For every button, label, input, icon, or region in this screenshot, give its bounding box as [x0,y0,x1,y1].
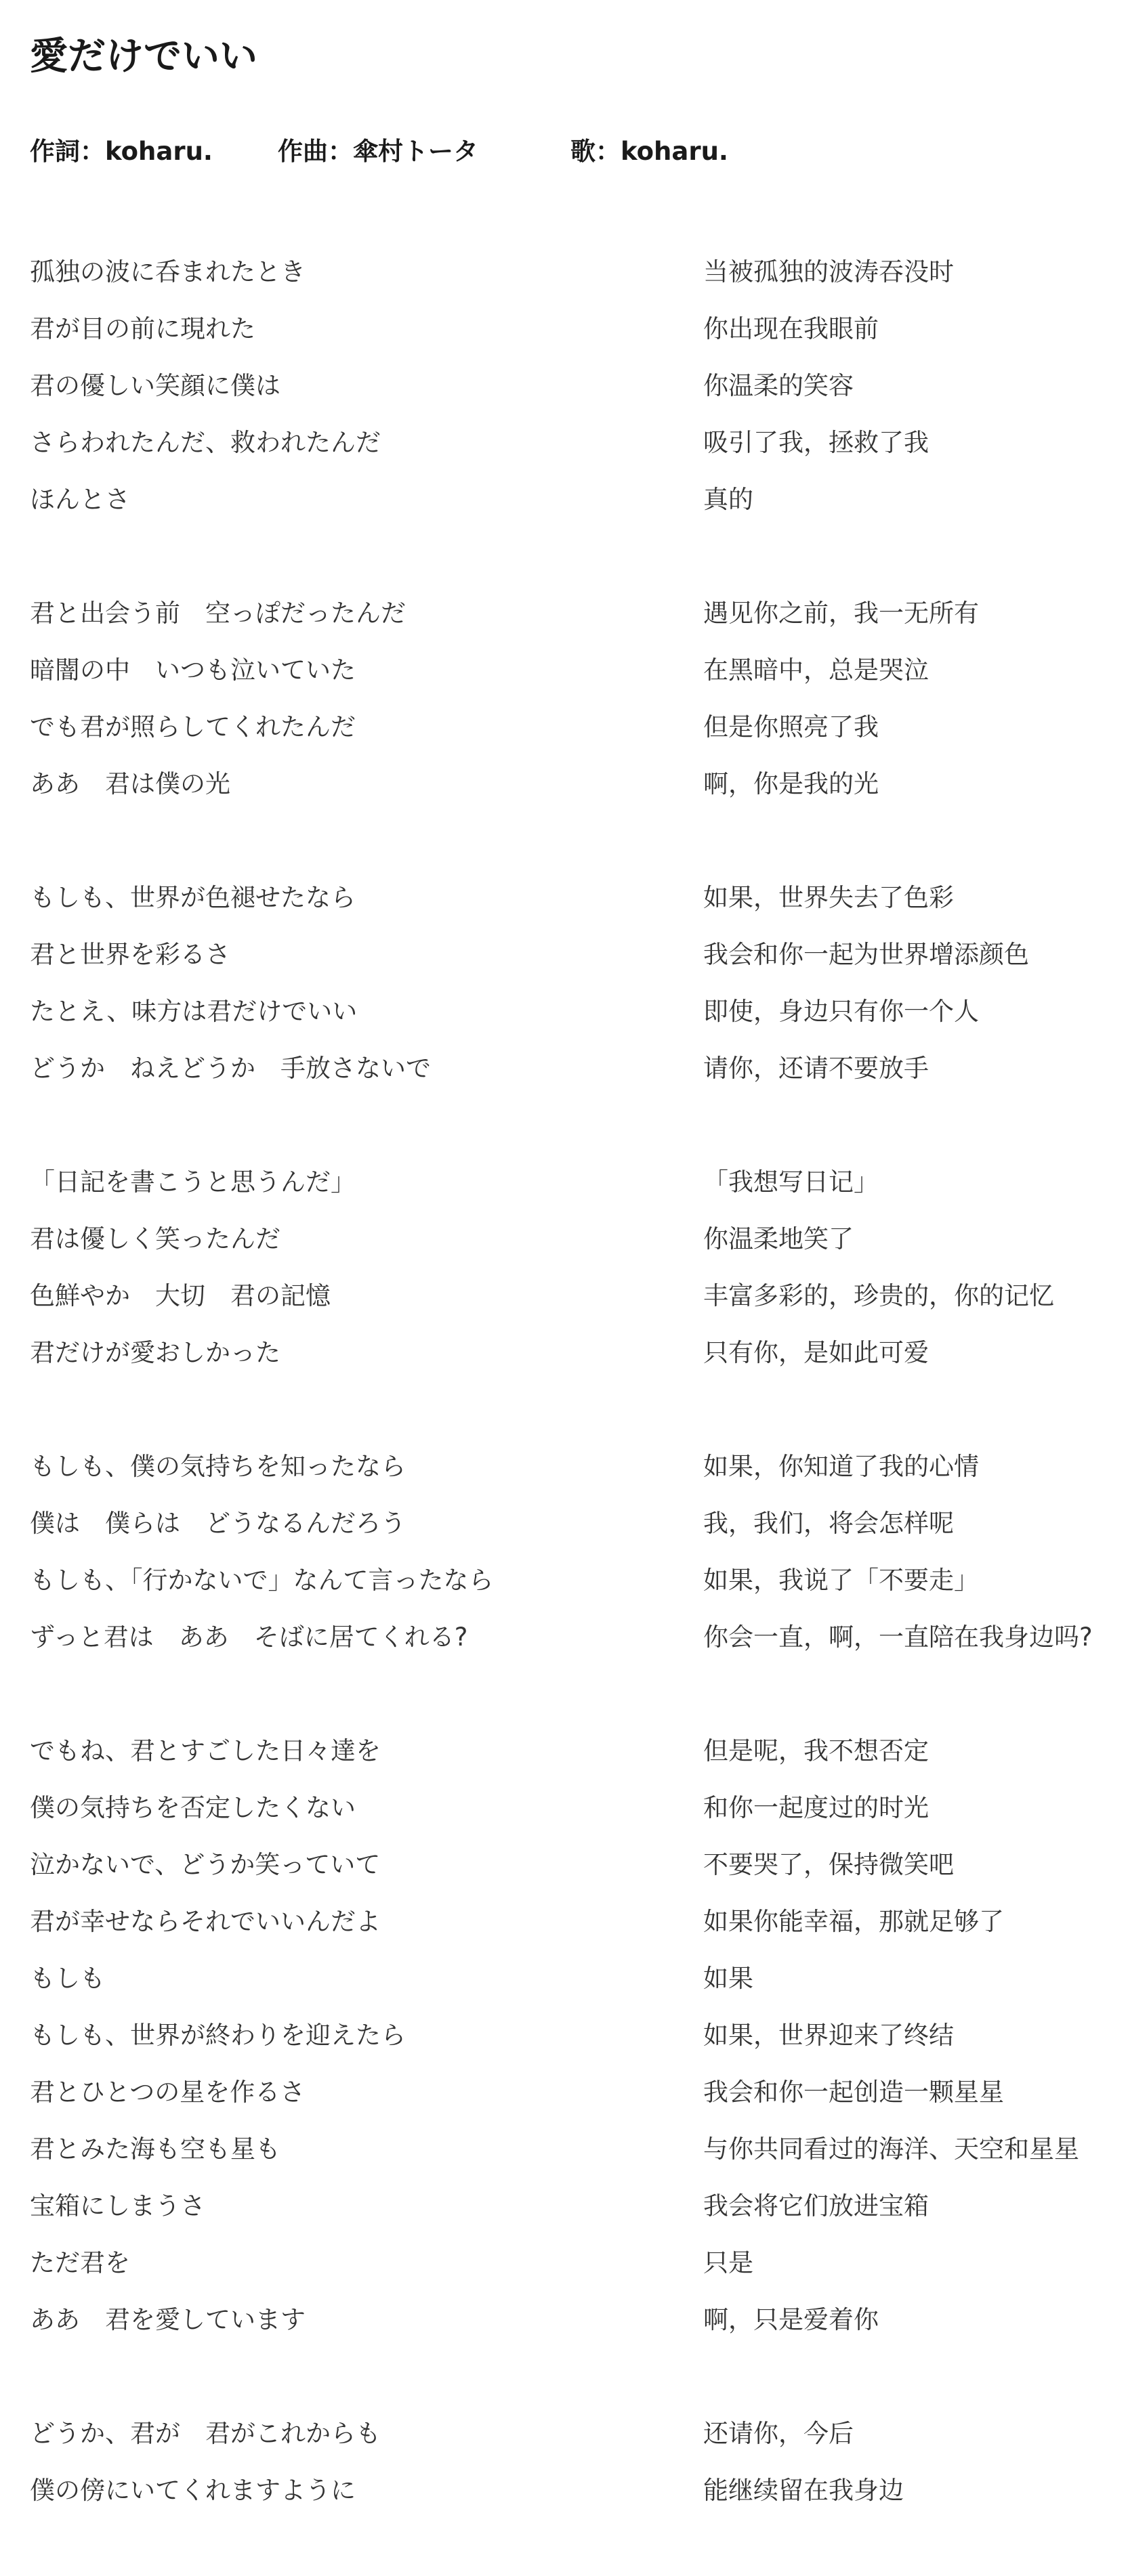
japanese-lyric: 君と世界を彩るさ [30,940,230,969]
japanese-lyric: でも君が照らしてくれたんだ [30,712,356,742]
lyric-line [0,2405,1128,2462]
singer-credit: 歌：koharu. [570,137,728,166]
japanese-lyric: さらわれたんだ、救われたんだ [30,428,381,457]
lyric-line [0,1268,1128,1325]
chinese-translation: 吸引了我，拯救了我 [703,428,929,457]
lyrics-body [0,244,1128,2576]
chinese-translation: 啊，只是爱着你 [703,2305,879,2334]
japanese-lyric: 色鮮やか 大切 君の記憶 [30,1281,331,1310]
chinese-translation: 如果，世界失去了色彩 [703,883,954,912]
lyric-line [0,1893,1128,1950]
composer-credit: 作曲：傘村トータ [278,137,478,166]
lyrics-stanza [0,585,1128,813]
chinese-translation: 丰富多彩的，珍贵的，你的记忆 [703,1281,1054,1310]
japanese-lyric: もしも、「行かないで」なんて言ったなら [30,1566,494,1595]
lyric-line [0,1040,1128,1097]
chinese-translation: 请你，还请不要放手 [703,1054,929,1083]
chinese-translation: 我会将它们放进宝箱 [703,2191,929,2220]
lyricist-credit: 作詞：koharu. [30,137,213,166]
japanese-lyric: 君だけが愛おしかった [30,1338,280,1367]
chinese-translation: 但是呢，我不想否定 [703,1736,929,1765]
lyric-line [0,1325,1128,1381]
lyric-line [0,585,1128,642]
song-title: 愛だけでいい [30,35,257,79]
chinese-translation: 如果 [703,1964,753,1993]
chinese-translation: 当被孤独的波涛吞没时 [703,257,954,286]
lyric-line [0,1609,1128,1666]
lyric-line [0,358,1128,414]
chinese-translation: 在黑暗中，总是哭泣 [703,656,929,685]
lyric-line [0,1154,1128,1211]
chinese-translation: 你温柔的笑容 [703,371,854,400]
lyric-line [0,2292,1128,2348]
japanese-lyric: 宝箱にしまうさ [30,2191,205,2220]
lyrics-stanza [0,244,1128,528]
japanese-lyric: ほんとさ [30,485,130,514]
lyrics-stanza [0,1154,1128,1381]
japanese-lyric: 君が幸せならそれでいいんだよ [30,1907,381,1936]
chinese-translation: 我会和你一起为世界增添颜色 [703,940,1029,969]
lyric-line [0,1950,1128,2007]
lyric-line [0,1495,1128,1552]
chinese-translation: 即使，身边只有你一个人 [703,997,979,1026]
japanese-lyric: 孤独の波に呑まれたとき [30,257,306,286]
japanese-lyric: 君とひとつの星を作るさ [30,2078,306,2107]
lyric-line [0,870,1128,926]
chinese-translation: 如果，我说了「不要走」 [703,1566,979,1595]
japanese-lyric: ああ 君を愛しています [30,2305,306,2334]
japanese-lyric: 泣かないで、どうか笑っていて [30,1850,381,1879]
lyric-line [0,1552,1128,1609]
chinese-translation: 能继续留在我身边 [703,2476,904,2505]
lyric-line [0,1438,1128,1495]
lyrics-stanza [0,1438,1128,1666]
lyric-line [0,1211,1128,1268]
chinese-translation: 你出现在我眼前 [703,314,879,343]
chinese-translation: 但是你照亮了我 [703,712,879,742]
lyric-line [0,926,1128,983]
lyrics-stanza [0,870,1128,1097]
japanese-lyric: もしも、僕の気持ちを知ったなら [30,1452,406,1481]
japanese-lyric: ずっと君は ああ そばに居てくれる? [30,1623,468,1652]
japanese-lyric: 「日記を書こうと思うんだ」 [30,1167,356,1197]
chinese-translation: 还请你，今后 [703,2419,854,2448]
lyric-line [0,983,1128,1040]
lyric-line [0,642,1128,699]
chinese-translation: 你温柔地笑了 [703,1224,854,1253]
lyrics-stanza [0,1723,1128,2348]
lyric-line [0,414,1128,471]
chinese-translation: 「我想写日记」 [703,1167,879,1197]
japanese-lyric: どうか、君が 君がこれからも [30,2419,381,2448]
chinese-translation: 如果，世界迎来了终结 [703,2021,954,2050]
japanese-lyric: 君が目の前に現れた [30,314,255,343]
japanese-lyric: もしも、世界が色褪せたなら [30,883,356,912]
japanese-lyric: もしも、世界が終わりを迎えたら [30,2021,406,2050]
chinese-translation: 与你共同看过的海洋、天空和星星 [703,2134,1079,2164]
japanese-lyric: ああ 君は僕の光 [30,769,230,798]
lyric-line [0,699,1128,756]
song-credits [30,129,728,169]
chinese-translation: 真的 [703,485,753,514]
lyric-line [0,2064,1128,2121]
chinese-translation: 我会和你一起创造一颗星星 [703,2078,1004,2107]
chinese-translation: 啊，你是我的光 [703,769,879,798]
japanese-lyric: 僕は 僕らは どうなるんだろう [30,1509,406,1538]
chinese-translation: 只有你，是如此可爱 [703,1338,929,1367]
japanese-lyric: 僕の気持ちを否定したくない [30,1793,356,1822]
chinese-translation: 不要哭了，保持微笑吧 [703,1850,954,1879]
lyric-line [0,2121,1128,2178]
japanese-lyric: ただ君を [30,2248,130,2277]
chinese-translation: 我，我们，将会怎样呢 [703,1509,954,1538]
lyric-line [0,756,1128,813]
lyric-line [0,2235,1128,2292]
japanese-lyric: たとえ、味方は君だけでいい [30,997,358,1026]
japanese-lyric: 君とみた海も空も星も [30,2134,280,2164]
lyric-line [0,2462,1128,2519]
lyric-line [0,1723,1128,1780]
chinese-translation: 只是 [703,2248,753,2277]
chinese-translation: 你会一直，啊，一直陪在我身边吗? [703,1623,1093,1652]
chinese-translation: 如果，你知道了我的心情 [703,1452,979,1481]
chinese-translation: 和你一起度过的时光 [703,1793,929,1822]
lyric-line [0,1837,1128,1893]
japanese-lyric: 君の優しい笑顔に僕は [30,371,280,400]
lyric-line [0,471,1128,528]
chinese-translation: 遇见你之前，我一无所有 [703,599,979,628]
japanese-lyric: もしも [30,1964,105,1993]
japanese-lyric: どうか ねえどうか 手放さないで [30,1054,431,1083]
lyric-line [0,244,1128,301]
chinese-translation: 如果你能幸福，那就足够了 [703,1907,1004,1936]
japanese-lyric: 君と出会う前 空っぽだったんだ [30,599,406,628]
lyrics-stanza [0,2405,1128,2519]
lyric-line [0,2007,1128,2064]
lyric-line [0,1780,1128,1837]
japanese-lyric: 僕の傍にいてくれますように [30,2476,356,2505]
lyric-line [0,2178,1128,2235]
japanese-lyric: 君は優しく笑ったんだ [30,1224,280,1253]
japanese-lyric: でもね、君とすごした日々達を [30,1736,381,1765]
japanese-lyric: 暗闇の中 いつも泣いていた [30,656,356,685]
lyric-line [0,301,1128,358]
